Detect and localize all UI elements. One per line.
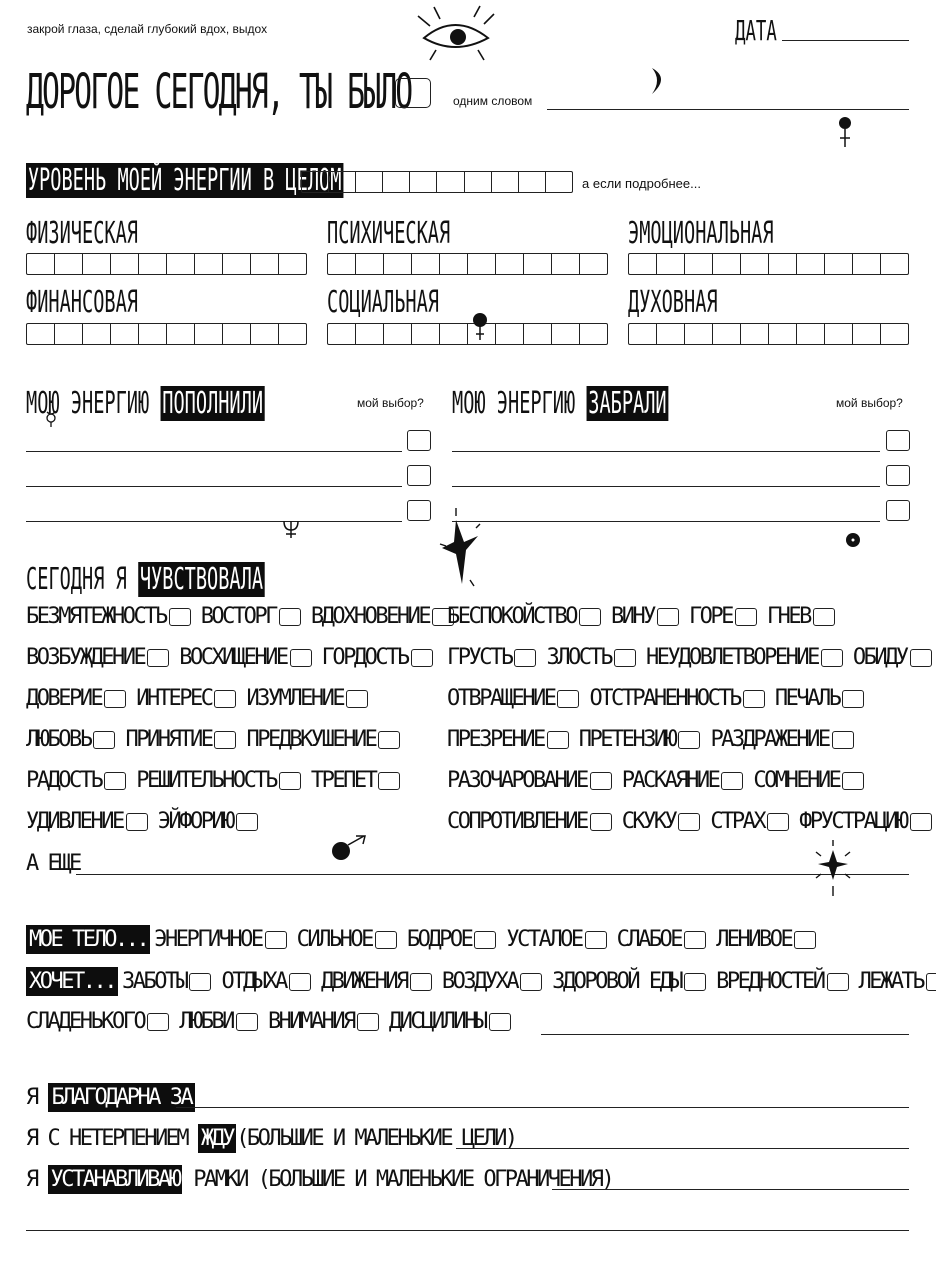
energy-filled-title: МОЮ ЭНЕРГИЮ ПОПОЛНИЛИ [26,386,264,421]
body-want-label: ОТДЫХА [221,969,286,994]
feeling-label: ГРУСТЬ [447,645,512,670]
filled-choice-checkbox-2[interactable] [407,465,431,486]
feeling-checkbox[interactable] [346,690,368,708]
body-state-checkbox[interactable] [585,931,607,949]
body-want-checkbox[interactable] [489,1013,511,1031]
feeling-label: ВОЗБУЖДЕНИЕ [26,645,145,670]
energy-financial-label: ФИНАНСОВАЯ [26,285,138,320]
page-title: ДОРОГОЕ СЕГОДНЯ, ТЫ БЫЛО [26,64,412,120]
feeling-checkbox[interactable] [813,608,835,626]
feeling-label: СОПРОТИВЛЕНИЕ [447,809,587,834]
feelings-title: СЕГОДНЯ Я ЧУВСТВОВАЛА [26,562,264,597]
mars-icon [330,834,370,864]
feelings-more-label: А ЕЩЕ [26,851,80,876]
feeling-checkbox[interactable] [279,772,301,790]
feeling-label: ВИНУ [610,604,654,629]
feeling-label: РАСКАЯНИЕ [621,768,719,793]
body-want-checkbox[interactable] [289,973,311,991]
neptune-icon [281,518,301,540]
body-state-label: СЛАБОЕ [616,927,682,952]
feeling-label: ОТВРАЩЕНИЕ [447,686,555,711]
filled-line-1[interactable] [26,451,402,452]
body-want-checkbox[interactable] [684,973,706,991]
sparkle-icon [812,838,854,898]
feeling-checkbox[interactable] [93,731,115,749]
wants-label: ХОЧЕТ... [26,967,118,996]
feeling-label: ВДОХНОВЕНИЕ [310,604,430,629]
feeling-label: СТРАХ [710,809,765,834]
boundaries-label: Я УСТАНАВЛИВАЮ РАМКИ (БОЛЬШИЕ И МАЛЕНЬКИЕ ОГРАНИЧЕНИЯ) [26,1167,613,1192]
feelings-right-row-5 [447,768,874,793]
feeling-label: УДИВЛЕНИЕ [26,809,123,834]
body-label: МОЕ ТЕЛО... [26,925,150,954]
feeling-checkbox[interactable] [290,649,312,667]
feeling-checkbox[interactable] [657,608,679,626]
feelings-right-row-1 [447,604,845,629]
feeling-checkbox[interactable] [214,690,236,708]
feelings-left-row-5 [26,768,410,793]
feeling-checkbox[interactable] [147,649,169,667]
feeling-checkbox[interactable] [743,690,765,708]
body-want-label: ВРЕДНОСТЕЙ [716,969,824,994]
body-state-checkbox[interactable] [474,931,496,949]
feelings-right-row-6 [447,809,936,834]
one-word-line[interactable] [547,109,909,110]
feeling-label: ДОВЕРИЕ [26,686,102,711]
body-states-row [26,925,826,954]
taken-line-3[interactable] [452,521,880,522]
moon-icon [646,66,670,96]
feeling-label: ВОСТОРГ [200,604,276,629]
feelings-left-row-4 [26,727,410,752]
taken-line-2[interactable] [452,486,880,487]
filled-line-2[interactable] [26,486,402,487]
feeling-checkbox[interactable] [547,731,569,749]
feeling-checkbox[interactable] [214,731,236,749]
one-word-label: одним словом [453,94,533,108]
body-wants-line[interactable] [541,1034,909,1035]
taken-choice-checkbox-2[interactable] [886,465,910,486]
body-want-label: СЛАДЕНЬКОГО [26,1009,145,1034]
body-state-label: УСТАЛОЕ [506,927,582,952]
body-want-label: ЛЕЖАТЬ [858,969,924,994]
body-state-label: СИЛЬНОЕ [296,927,372,952]
feeling-checkbox[interactable] [579,608,601,626]
final-line[interactable] [26,1230,909,1231]
feeling-label: ПРЕТЕНЗИЮ [578,727,676,752]
body-want-label: ЗАБОТЫ [121,969,187,994]
feeling-label: РАЗОЧАРОВАНИЕ [447,768,587,793]
feeling-label: НЕУДОВЛЕТВОРЕНИЕ [645,645,818,670]
body-want-label: ДИСЦИЛИНЫ [388,1009,486,1034]
energy-more: а если подробнее... [582,176,701,191]
body-want-label: ДВИЖЕНИЯ [320,969,407,994]
feeling-label: ОТСТРАНЕННОСТЬ [589,686,740,711]
filled-choice-checkbox-3[interactable] [407,500,431,521]
energy-financial-scale[interactable] [26,323,307,345]
feeling-label: БЕСПОКОЙСТВО [447,604,576,629]
feeling-label: ТРЕПЕТ [310,768,376,793]
feeling-checkbox[interactable] [821,649,843,667]
energy-physical-scale[interactable] [26,253,307,275]
day-checkbox[interactable] [395,78,431,108]
body-want-label: ЛЮБВИ [179,1009,233,1034]
feeling-label: ИЗУМЛЕНИЕ [246,686,344,711]
feeling-checkbox[interactable] [126,813,148,831]
body-want-label: ВНИМАНИЯ [267,1009,354,1034]
body-want-label: ЗДОРОВОЙ ЕДЫ [552,969,682,994]
body-state-label: БОДРОЕ [406,927,472,952]
feeling-checkbox[interactable] [411,649,433,667]
mercury-icon [44,410,60,428]
feeling-checkbox[interactable] [590,772,612,790]
date-line[interactable] [782,40,909,41]
body-state-checkbox[interactable] [794,931,816,949]
feeling-checkbox[interactable] [832,731,854,749]
feeling-checkbox[interactable] [279,608,301,626]
feelings-more-line[interactable] [76,874,909,875]
feeling-label: БЕЗМЯТЕЖНОСТЬ [26,604,166,629]
feeling-label: РАДОСТЬ [26,768,102,793]
feeling-label: ЭЙФОРИЮ [157,809,233,834]
energy-social-scale[interactable] [327,323,608,345]
feeling-checkbox[interactable] [378,731,400,749]
body-want-checkbox[interactable] [147,1013,169,1031]
body-want-checkbox[interactable] [236,1013,258,1031]
feeling-label: ПРИНЯТИЕ [125,727,212,752]
feeling-checkbox[interactable] [169,608,191,626]
body-want-checkbox[interactable] [926,973,936,991]
await-line[interactable] [456,1148,909,1149]
body-want-checkbox[interactable] [520,973,542,991]
feeling-checkbox[interactable] [590,813,612,831]
feelings-left-row-1 [26,604,464,629]
energy-spiritual-label: ДУХОВНАЯ [628,285,718,320]
feeling-checkbox[interactable] [514,649,536,667]
taken-choice-checkbox-1[interactable] [886,430,910,451]
feeling-checkbox[interactable] [678,813,700,831]
feeling-label: РАЗДРАЖЕНИЕ [710,727,829,752]
planet-pin-icon [471,312,489,342]
body-wants-row [26,967,936,996]
feeling-checkbox[interactable] [721,772,743,790]
feelings-right-row-2 [447,645,936,670]
overall-energy-scale[interactable] [301,171,573,193]
feeling-label: ГОРДОСТЬ [321,645,408,670]
energy-title: УРОВЕНЬ МОЕЙ ЭНЕРГИИ В ЦЕЛОМ [27,163,342,198]
venus-icon [836,114,854,150]
energy-taken-title: МОЮ ЭНЕРГИЮ ЗАБРАЛИ [452,386,667,421]
body-state-label: ЭНЕРГИЧНОЕ [154,927,262,952]
feeling-checkbox[interactable] [236,813,258,831]
filled-choice-label: мой выбор? [357,396,424,410]
date-label: ДАТА [735,14,777,47]
feeling-checkbox[interactable] [104,690,126,708]
feeling-checkbox[interactable] [767,813,789,831]
body-state-checkbox[interactable] [265,931,287,949]
feelings-left-row-3 [26,686,378,711]
feeling-checkbox[interactable] [614,649,636,667]
feeling-label: СОМНЕНИЕ [753,768,840,793]
feelings-right-row-3 [447,686,874,711]
taken-choice-label: мой выбор? [836,396,903,410]
feeling-label: ПЕЧАЛЬ [774,686,840,711]
dot-planet-icon [844,531,862,549]
feeling-label: ГОРЕ [688,604,732,629]
body-wants-row-2 [26,1009,521,1034]
body-want-label: ВОЗДУХА [441,969,518,994]
body-state-checkbox[interactable] [375,931,397,949]
feeling-label: ВОСХИЩЕНИЕ [179,645,287,670]
feeling-checkbox[interactable] [842,772,864,790]
feeling-label: ИНТЕРЕС [136,686,212,711]
feeling-checkbox[interactable] [678,731,700,749]
feeling-label: СКУКУ [621,809,676,834]
feeling-checkbox[interactable] [842,690,864,708]
feeling-label: ФРУСТРАЦИЮ [799,809,907,834]
feeling-label: ПРЕДВКУШЕНИЕ [246,727,376,752]
boundaries-line[interactable] [552,1189,909,1190]
grateful-label: Я БЛАГОДАРНА ЗА [26,1085,195,1110]
feeling-label: ЗЛОСТЬ [546,645,611,670]
energy-mental-scale[interactable] [327,253,608,275]
energy-spiritual-scale[interactable] [628,323,909,345]
energy-physical-label: ФИЗИЧЕСКАЯ [26,216,138,251]
feeling-label: ЛЮБОВЬ [26,727,91,752]
feeling-label: ГНЕВ [766,604,810,629]
feeling-checkbox[interactable] [104,772,126,790]
filled-choice-checkbox-1[interactable] [407,430,431,451]
energy-emotional-label: ЭМОЦИОНАЛЬНАЯ [628,216,774,251]
feelings-left-row-2 [26,645,443,670]
feeling-checkbox[interactable] [910,649,932,667]
feeling-label: ОБИДУ [852,645,907,670]
await-label: Я С НЕТЕРПЕНИЕМ ЖДУ (БОЛЬШИЕ И МАЛЕНЬКИЕ ЦЕЛИ) [26,1126,516,1151]
body-state-label: ЛЕНИВОЕ [716,927,792,952]
body-state-checkbox[interactable] [684,931,706,949]
feeling-label: РЕШИТЕЛЬНОСТЬ [136,768,276,793]
taken-line-1[interactable] [452,451,880,452]
taken-choice-checkbox-3[interactable] [886,500,910,521]
star-icon [436,506,484,588]
energy-emotional-scale[interactable] [628,253,909,275]
instruction-text: закрой глаза, сделай глубокий вдох, выдох [27,22,268,36]
body-want-checkbox[interactable] [410,973,432,991]
feeling-checkbox[interactable] [735,608,757,626]
filled-line-3[interactable] [26,521,402,522]
feeling-checkbox[interactable] [378,772,400,790]
energy-mental-label: ПСИХИЧЕСКАЯ [327,216,451,251]
feeling-checkbox[interactable] [910,813,932,831]
body-want-checkbox[interactable] [827,973,849,991]
body-want-checkbox[interactable] [357,1013,379,1031]
grateful-line[interactable] [176,1107,909,1108]
energy-social-label: СОЦИАЛЬНАЯ [327,285,439,320]
feelings-right-row-4 [447,727,864,752]
eye-icon [412,4,498,62]
body-want-checkbox[interactable] [189,973,211,991]
feeling-label: ПРЕЗРЕНИЕ [447,727,544,752]
feelings-left-row-6 [26,809,268,834]
feeling-checkbox[interactable] [557,690,579,708]
